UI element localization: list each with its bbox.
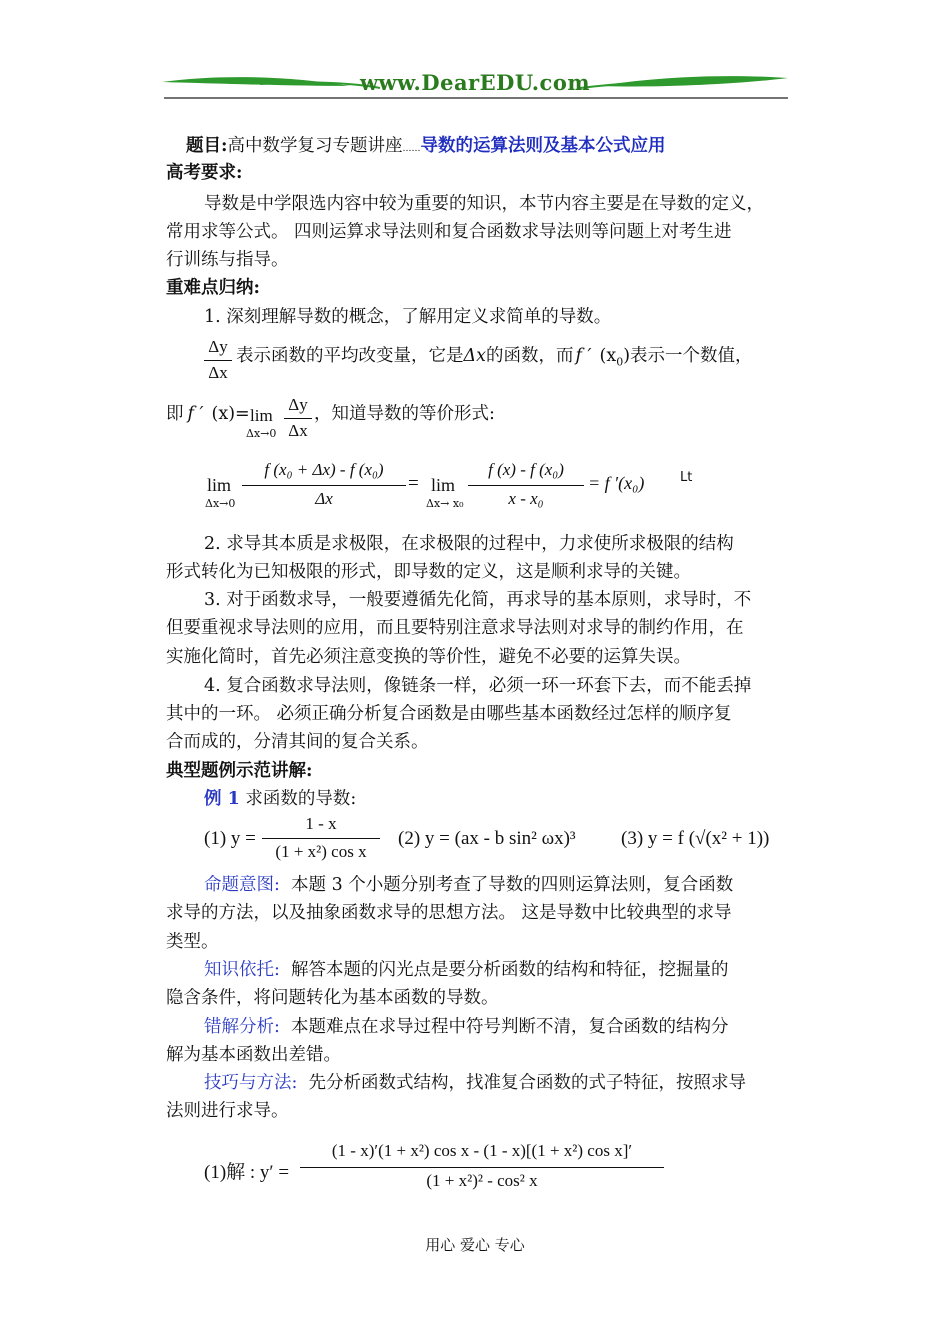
point1-line2-dx: Δx bbox=[463, 346, 487, 366]
point1-line1: 1. 深刻理解导数的概念，了解用定义求简单的导数。 bbox=[204, 307, 612, 327]
equiv-eq: = bbox=[408, 473, 419, 494]
example1-f3: (3) y = f (√(x² + 1)) bbox=[621, 828, 770, 849]
point1-line2-a: 表示函数的平均改变量，它是 bbox=[236, 346, 464, 366]
example1-label: 例 1 bbox=[204, 789, 240, 809]
basis-label: 知识依托: bbox=[204, 960, 280, 980]
point1-line3-c: ，知道导数的等价形式: bbox=[314, 404, 495, 424]
title-dots: …… bbox=[402, 144, 421, 154]
delta-fraction-num: Δy bbox=[208, 337, 228, 356]
delta-fraction-den: Δx bbox=[208, 363, 228, 382]
example1-text: 求函数的导数: bbox=[245, 789, 357, 809]
point1-line2-b: 的函数，而 bbox=[486, 346, 574, 366]
point1-line3-f: f ′ bbox=[187, 404, 204, 424]
equiv-frac1-den: Δx bbox=[315, 489, 333, 508]
point1-line3-b: (x)= bbox=[211, 404, 250, 424]
basis-line1 bbox=[204, 960, 729, 981]
header-banner bbox=[160, 70, 790, 104]
section-heading-key-points: 重难点归纳: bbox=[166, 278, 260, 298]
lim-def-sub: Δx→0 bbox=[246, 427, 277, 440]
error-l1: 本题难点在求导过程中符号判断不清，复合函数的结构分 bbox=[291, 1017, 729, 1037]
solution-den: (1 + x²)² - cos² x bbox=[426, 1171, 538, 1190]
method-line2: 法则进行求导。 bbox=[166, 1101, 289, 1121]
title-line bbox=[186, 136, 665, 160]
equiv-frac1-num: f (x₀ + Δx) - f (x₀) bbox=[264, 460, 384, 479]
equiv-rhs: = f ′(x₀) bbox=[588, 473, 645, 493]
point1-line3-a: 即 bbox=[166, 404, 184, 424]
point2-line2: 形式转化为已知极限的形式，即导数的定义，这是顺利求导的关键。 bbox=[166, 562, 691, 582]
example1-f2: (2) y = (ax - b sin² ωx)³ bbox=[398, 828, 576, 849]
example1-f1-num: 1 - x bbox=[305, 814, 337, 833]
point2-line1: 2. 求导其本质是求极限，在求极限的过程中，力求使所求极限的结构 bbox=[204, 534, 734, 554]
title-label: 题目: bbox=[186, 136, 228, 156]
section-heading-requirements: 高考要求: bbox=[166, 163, 243, 183]
solution-prefix: (1)解 : y′ = bbox=[204, 1162, 290, 1183]
section-heading-examples: 典型题例示范讲解: bbox=[166, 761, 313, 781]
example1-heading bbox=[204, 789, 356, 810]
method-l1: 先分析函数式结构，找准复合函数的式子特征，按照求导 bbox=[308, 1073, 747, 1093]
lim-def: lim bbox=[250, 406, 273, 425]
method-label: 技巧与方法: bbox=[204, 1073, 298, 1093]
error-line2: 解为基本函数出差错。 bbox=[166, 1045, 341, 1065]
site-url: www.DearEDU.com bbox=[359, 70, 591, 95]
basis-l1: 解答本题的闪光点是要分析函数的结构和特征，挖掘量的 bbox=[291, 960, 729, 980]
example1-f1-prefix: (1) y = bbox=[204, 828, 256, 849]
point3-line2: 但要重视求导法则的应用，而且要特别注意求导法则对求导的制约作用，在 bbox=[166, 618, 744, 638]
point4-line1: 4. 复合函数求导法则，像链条一样，必须一环一环套下去，而不能丢掉 bbox=[204, 676, 752, 696]
method-line1 bbox=[204, 1073, 746, 1094]
intent-line2: 求导的方法，以及抽象函数求导的思想方法。 这是导数中比较典型的求导 bbox=[166, 903, 732, 923]
solution-num: (1 - x)′(1 + x²) cos x - (1 - x)[(1 + x²) cos x]′ bbox=[331, 1141, 633, 1160]
equiv-frac2-num: f (x) - f (x₀) bbox=[488, 460, 564, 479]
equiv-frac2-den: x - x₀ bbox=[508, 489, 544, 508]
equiv-mark: Lt bbox=[680, 470, 693, 485]
point1-line2-x0: (x bbox=[599, 346, 617, 366]
point1-line2-x0sub: 0 bbox=[616, 355, 624, 369]
title-topic: 导数的运算法则及基本公式应用 bbox=[420, 136, 666, 156]
point1-line3 bbox=[166, 404, 250, 425]
delta-fraction-2-num: Δy bbox=[288, 395, 308, 414]
delta-fraction-2-den: Δx bbox=[288, 421, 308, 440]
intent-l1: 本题 3 个小题分别考查了导数的四则运算法则，复合函数 bbox=[291, 875, 734, 895]
para1-line1: 导数是中学限选内容中较为重要的知识，本节内容主要是在导数的定义， bbox=[204, 194, 764, 214]
intent-label: 命题意图: bbox=[204, 875, 280, 895]
point3-line1: 3. 对于函数求导，一般要遵循先化简，再求导的基本原则，求导时，不 bbox=[204, 590, 752, 610]
point3-line3: 实施化简时，首先必须注意变换的等价性，避免不必要的运算失误。 bbox=[166, 647, 691, 667]
equiv-lim2-sub: Δx→ x₀ bbox=[426, 497, 464, 510]
intent-line1 bbox=[204, 875, 733, 896]
error-label: 错解分析: bbox=[204, 1017, 280, 1037]
point1-line2 bbox=[236, 346, 753, 373]
intent-line3: 类型。 bbox=[166, 932, 219, 952]
error-line1 bbox=[204, 1017, 729, 1038]
equiv-lim2: lim bbox=[431, 475, 456, 495]
example1-f1-den: (1 + x²) cos x bbox=[275, 842, 367, 861]
title-prefix: 高中数学复习专题讲座 bbox=[227, 136, 403, 156]
point1-line2-c: )表示一个数值， bbox=[623, 346, 753, 366]
point1-line2-f: f ′ bbox=[575, 346, 592, 366]
equiv-lim1: lim bbox=[207, 475, 232, 495]
basis-line2: 隐含条件，将问题转化为基本函数的导数。 bbox=[166, 988, 499, 1008]
para1-line3: 行训练与指导。 bbox=[166, 250, 289, 270]
point4-line3: 合而成的，分清其间的复合关系。 bbox=[166, 732, 429, 752]
para1-line2: 常用求等公式。 四则运算求导法则和复合函数求导法则等问题上对考生进 bbox=[166, 222, 732, 242]
footer-text: 用心 爱心 专心 bbox=[425, 1236, 525, 1254]
equiv-lim1-sub: Δx→0 bbox=[205, 497, 236, 510]
point4-line2: 其中的一环。 必须正确分析复合函数是由哪些基本函数经过怎样的顺序复 bbox=[166, 704, 732, 724]
